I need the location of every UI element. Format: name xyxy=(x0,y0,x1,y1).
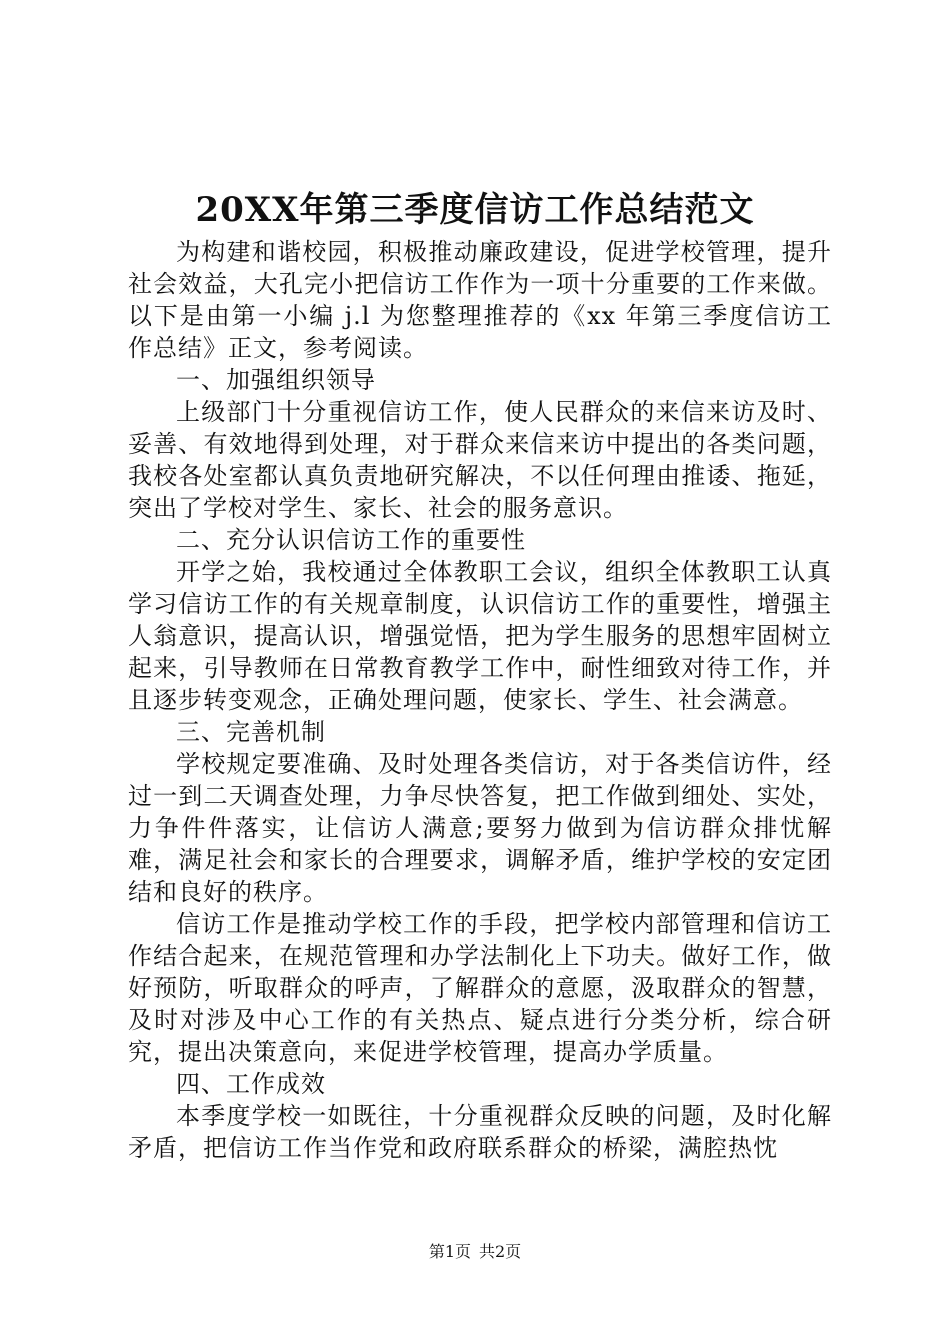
section-3-paragraph-2: 信访工作是推动学校工作的手段，把学校内部管理和信访工作结合起来，在规范管理和办学法制化上下功夫。做好工作，做好预防，听取群众的呼声，了解群众的意愿，汲取群众的智慧，及时对涉及中心工作的有关热点、疑点进行分类分析，综合研究，提出决策意向，来促进学校管理，提高办学质量。 xyxy=(128,910,832,1066)
section-2-paragraph: 开学之始，我校通过全体教职工会议，组织全体教职工认真学习信访工作的有关规章制度，认识信访工作的重要性，增强主人翁意识，提高认识，增强觉悟，把为学生服务的思想牢固树立起来，引导教师在日常教育教学工作中，耐性细致对待工作，并且逐步转变观念，正确处理问题，使家长、学生、社会满意。 xyxy=(128,558,832,714)
section-1-paragraph: 上级部门十分重视信访工作，使人民群众的来信来访及时、妥善、有效地得到处理，对于群众来信来访中提出的各类问题，我校各处室都认真负责地研究解决，不以任何理由推诿、拖延，突出了学校对学生、家长、社会的服务意识。 xyxy=(128,398,832,522)
section-heading-3: 三、完善机制 xyxy=(176,718,326,746)
section-4-paragraph: 本季度学校一如既往，十分重视群众反映的问题，及时化解矛盾，把信访工作当作党和政府联系群众的桥梁，满腔热忱 xyxy=(128,1102,832,1162)
page-total: 共2页 xyxy=(479,1242,522,1261)
intro-paragraph: 为构建和谐校园，积极推动廉政建设，促进学校管理，提升社会效益，大孔完小把信访工作作为一项十分重要的工作来做。以下是由第一小编 j.l 为您整理推荐的《xx 年第三季度信访工作总结》正文，参考阅读。 xyxy=(128,238,832,362)
section-heading-4: 四、工作成效 xyxy=(176,1070,326,1098)
page-footer xyxy=(0,1240,950,1264)
section-heading-2: 二、充分认识信访工作的重要性 xyxy=(176,526,526,554)
section-heading-1: 一、加强组织领导 xyxy=(176,366,376,394)
section-3-paragraph-1: 学校规定要准确、及时处理各类信访，对于各类信访件，经过一到二天调查处理，力争尽快答复，把工作做到细处、实处，力争件件落实，让信访人满意;要努力做到为信访群众排忧解难，满足社会和家长的合理要求，调解矛盾，维护学校的安定团结和良好的秩序。 xyxy=(128,750,832,906)
document-body xyxy=(128,236,832,1164)
document-title: 20XX年第三季度信访工作总结范文 xyxy=(195,190,755,230)
page-number: 第1页 xyxy=(428,1242,471,1261)
